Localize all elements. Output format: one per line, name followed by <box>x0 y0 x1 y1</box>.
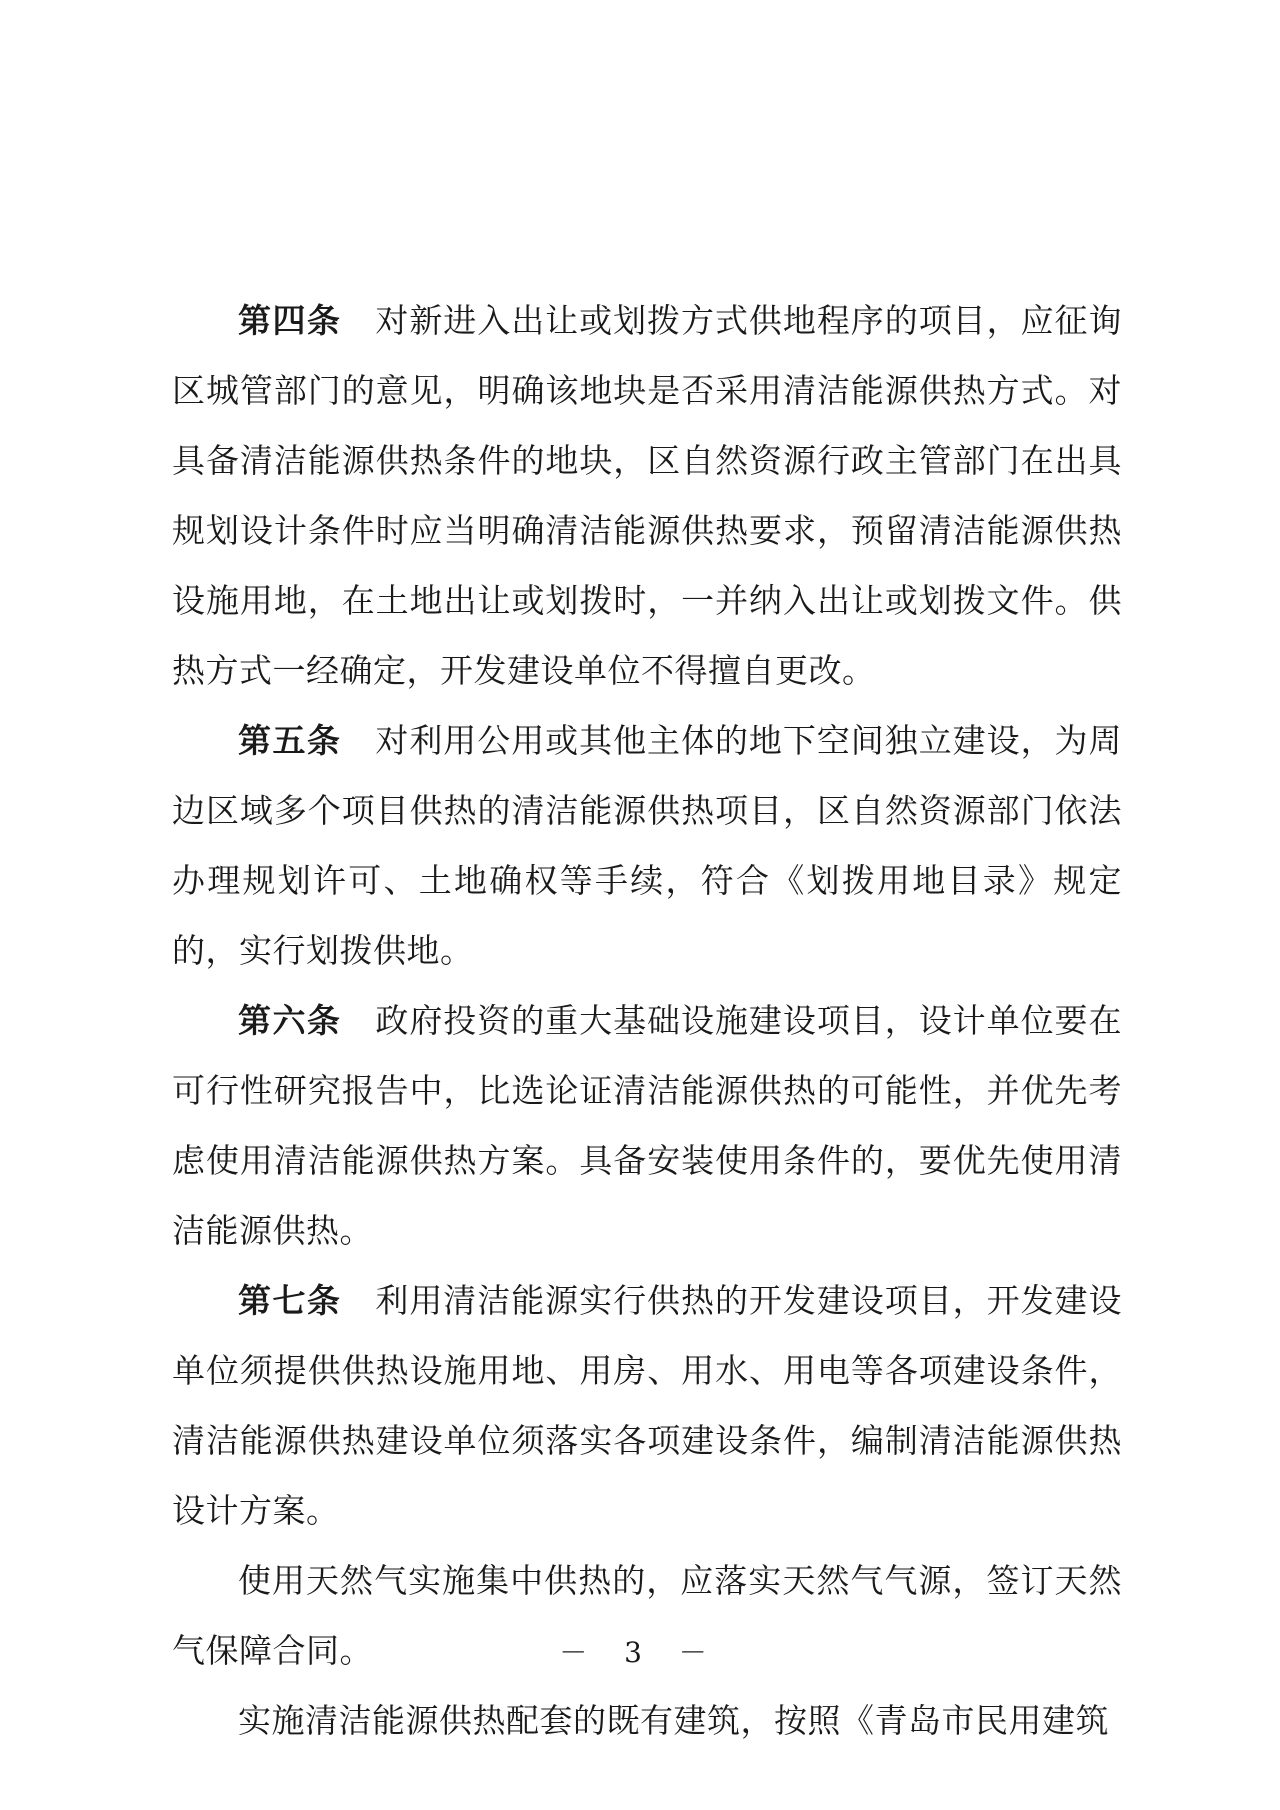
article-6-paragraph <box>172 986 1122 1266</box>
article-5-text: 对利用公用或其他主体的地下空间独立建设，为周边区域多个项目供热的清洁能源供热项目，区自然资源部门依法办理规划许可、土地确权等手续，符合《划拨用地目录》规定的，实行划拨供地。 <box>172 721 1122 970</box>
article-5-paragraph <box>172 706 1122 986</box>
document-body <box>172 286 1122 1756</box>
article-5-number: 第五条 <box>238 721 342 760</box>
article-7-number: 第七条 <box>238 1281 342 1320</box>
article-4-paragraph <box>172 286 1122 706</box>
page-number: － 3 － <box>559 1636 721 1669</box>
existing-buildings-paragraph <box>172 1686 1122 1756</box>
article-4-text: 对新进入出让或划拨方式供地程序的项目，应征询区城管部门的意见，明确该地块是否采用清洁能源供热方式。对具备清洁能源供热条件的地块，区自然资源行政主管部门在出具规划设计条件时应当明确清洁能源供热要求，预留清洁能源供热设施用地，在土地出让或划拨时，一并纳入出让或划拨文件。供热方式一经确定，开发建设单位不得擅自更改。 <box>172 301 1122 690</box>
article-6-number: 第六条 <box>238 1001 342 1040</box>
article-4-number: 第四条 <box>238 301 342 340</box>
natural-gas-text: 使用天然气实施集中供热的，应落实天然气气源，签订天然气保障合同。 <box>172 1561 1122 1670</box>
article-7-paragraph <box>172 1266 1122 1546</box>
existing-buildings-text: 实施清洁能源供热配套的既有建筑，按照《青岛市民用建筑 <box>238 1701 1109 1740</box>
article-6-text: 政府投资的重大基础设施建设项目，设计单位要在可行性研究报告中，比选论证清洁能源供热的可能性，并优先考虑使用清洁能源供热方案。具备安装使用条件的，要优先使用清洁能源供热。 <box>172 1001 1122 1250</box>
article-7-text: 利用清洁能源实行供热的开发建设项目，开发建设单位须提供供热设施用地、用房、用水、用电等各项建设条件，清洁能源供热建设单位须落实各项建设条件，编制清洁能源供热设计方案。 <box>172 1281 1122 1530</box>
